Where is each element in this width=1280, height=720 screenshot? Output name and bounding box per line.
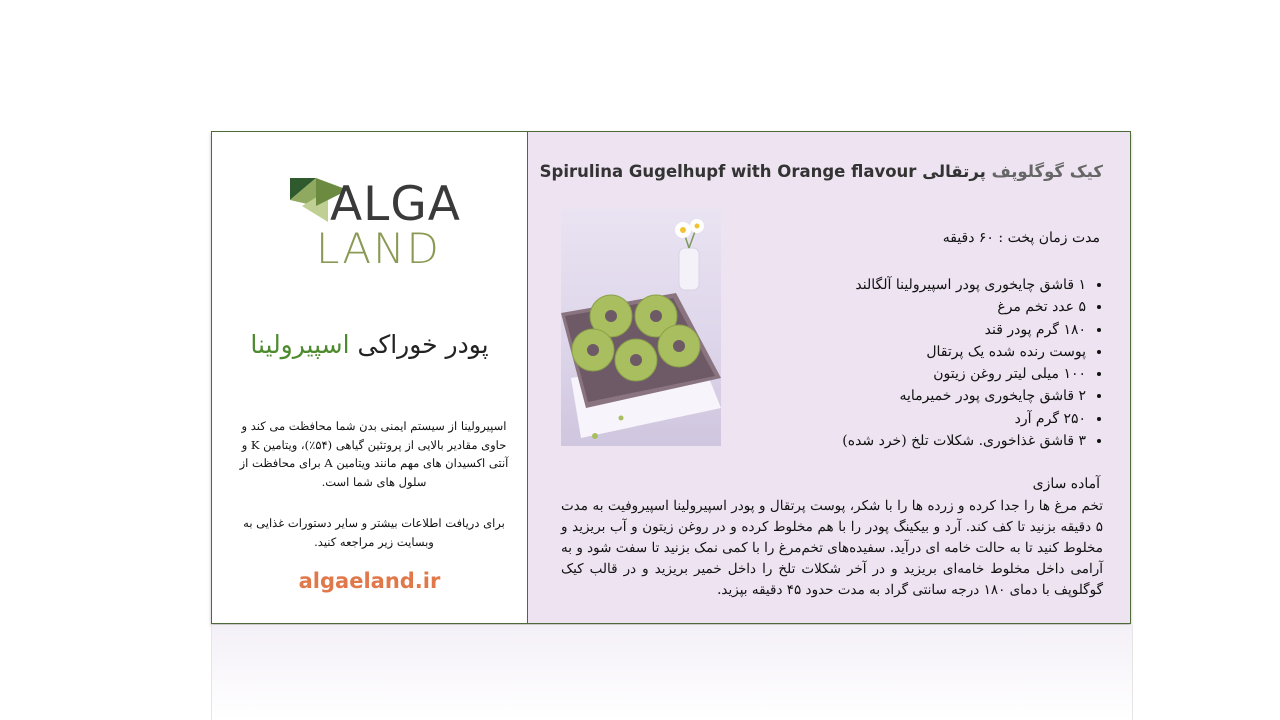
recipe-title-fa-2: پرتقالی — [922, 162, 986, 181]
list-item: • ۲۵۰ گرم آرد — [842, 408, 1086, 430]
recipe-panel — [528, 132, 1130, 623]
cook-time: مدت زمان پخت : ۶۰ دقیقه — [942, 230, 1100, 246]
website-link[interactable]: algaeland.ir — [298, 569, 441, 593]
list-item: • ۱۰۰ میلی لیتر روغن زیتون — [842, 363, 1086, 385]
list-item: • ۲ قاشق چایخوری پودر خمیرمایه — [842, 385, 1086, 407]
product-description: اسپیرولینا از سیستم ایمنی بدن شما محافظت می کند و حاوی مقادیر بالایی از پروتئین گیاهی (۵۴٪)، ویتامین K و آنتی اکسیدان های مهم مانند ویتامین A برای محافظت از سلول های شما است. — [239, 419, 509, 489]
list-item: • ۳ قاشق غذاخوری. شکلات تلخ (خرد شده) — [842, 430, 1086, 452]
logo-text-alga: ALGA — [330, 177, 461, 232]
brand-panel — [212, 132, 528, 623]
product-title-accent: اسپیرولینا — [250, 330, 350, 359]
card-reflection — [211, 625, 1133, 720]
gugelhupf-cake-image — [561, 208, 721, 446]
preparation-heading: آماده سازی — [1032, 476, 1100, 492]
cake-photo — [561, 208, 721, 446]
more-info-text: برای دریافت اطلاعات بیشتر و سایر دستورات غذایی به وبسایت زیر مراجعه کنید. — [243, 516, 505, 549]
ingredients-list — [842, 274, 1104, 452]
list-item: • ۱ قاشق چایخوری پودر اسپیرولینا آلگالند — [842, 274, 1086, 296]
preparation-text: تخم مرغ ها را جدا کرده و زرده ها را با شکر، پوست پرتقال و پودر اسپیرولینا اسپیروفیت به مدت ۵ دقیقه بزنید تا کف کند. آرد و بیکینگ پودر را با هم مخلوط کرده و در روغن زیتون و آب بریزید و مخلوط کنید تا به حالت خامه ای درآید. سفیده‌های تخم‌مرغ را با کمی نمک بزنید تا سفت شود و به آرامی داخل مخلوط خامه‌ای بریزید و در آخر شکلات تلخ را داخل خمیر بریزید و در قالب کیک گوگلوپف با دمای ۱۸۰ درجه سانتی گراد به مدت حدود ۴۵ دقیقه بپزید. — [561, 498, 1103, 598]
recipe-title-en: Spirulina Gugelhupf with Orange flavour — [539, 162, 917, 181]
recipe-title — [540, 162, 1103, 181]
logo-text-land: LAND — [316, 224, 441, 273]
product-title-prefix: پودر خوراکی — [357, 330, 489, 359]
list-item: • ۵ عدد تخم مرغ — [842, 296, 1086, 318]
product-title — [212, 330, 527, 359]
recipe-card — [211, 131, 1131, 624]
recipe-title-fa: کیک گوگلوپف — [991, 162, 1103, 181]
algaland-logo — [288, 176, 461, 273]
list-item: • پوست رنده شده یک پرتقال — [842, 341, 1086, 363]
list-item: • ۱۸۰ گرم پودر قند — [842, 319, 1086, 341]
